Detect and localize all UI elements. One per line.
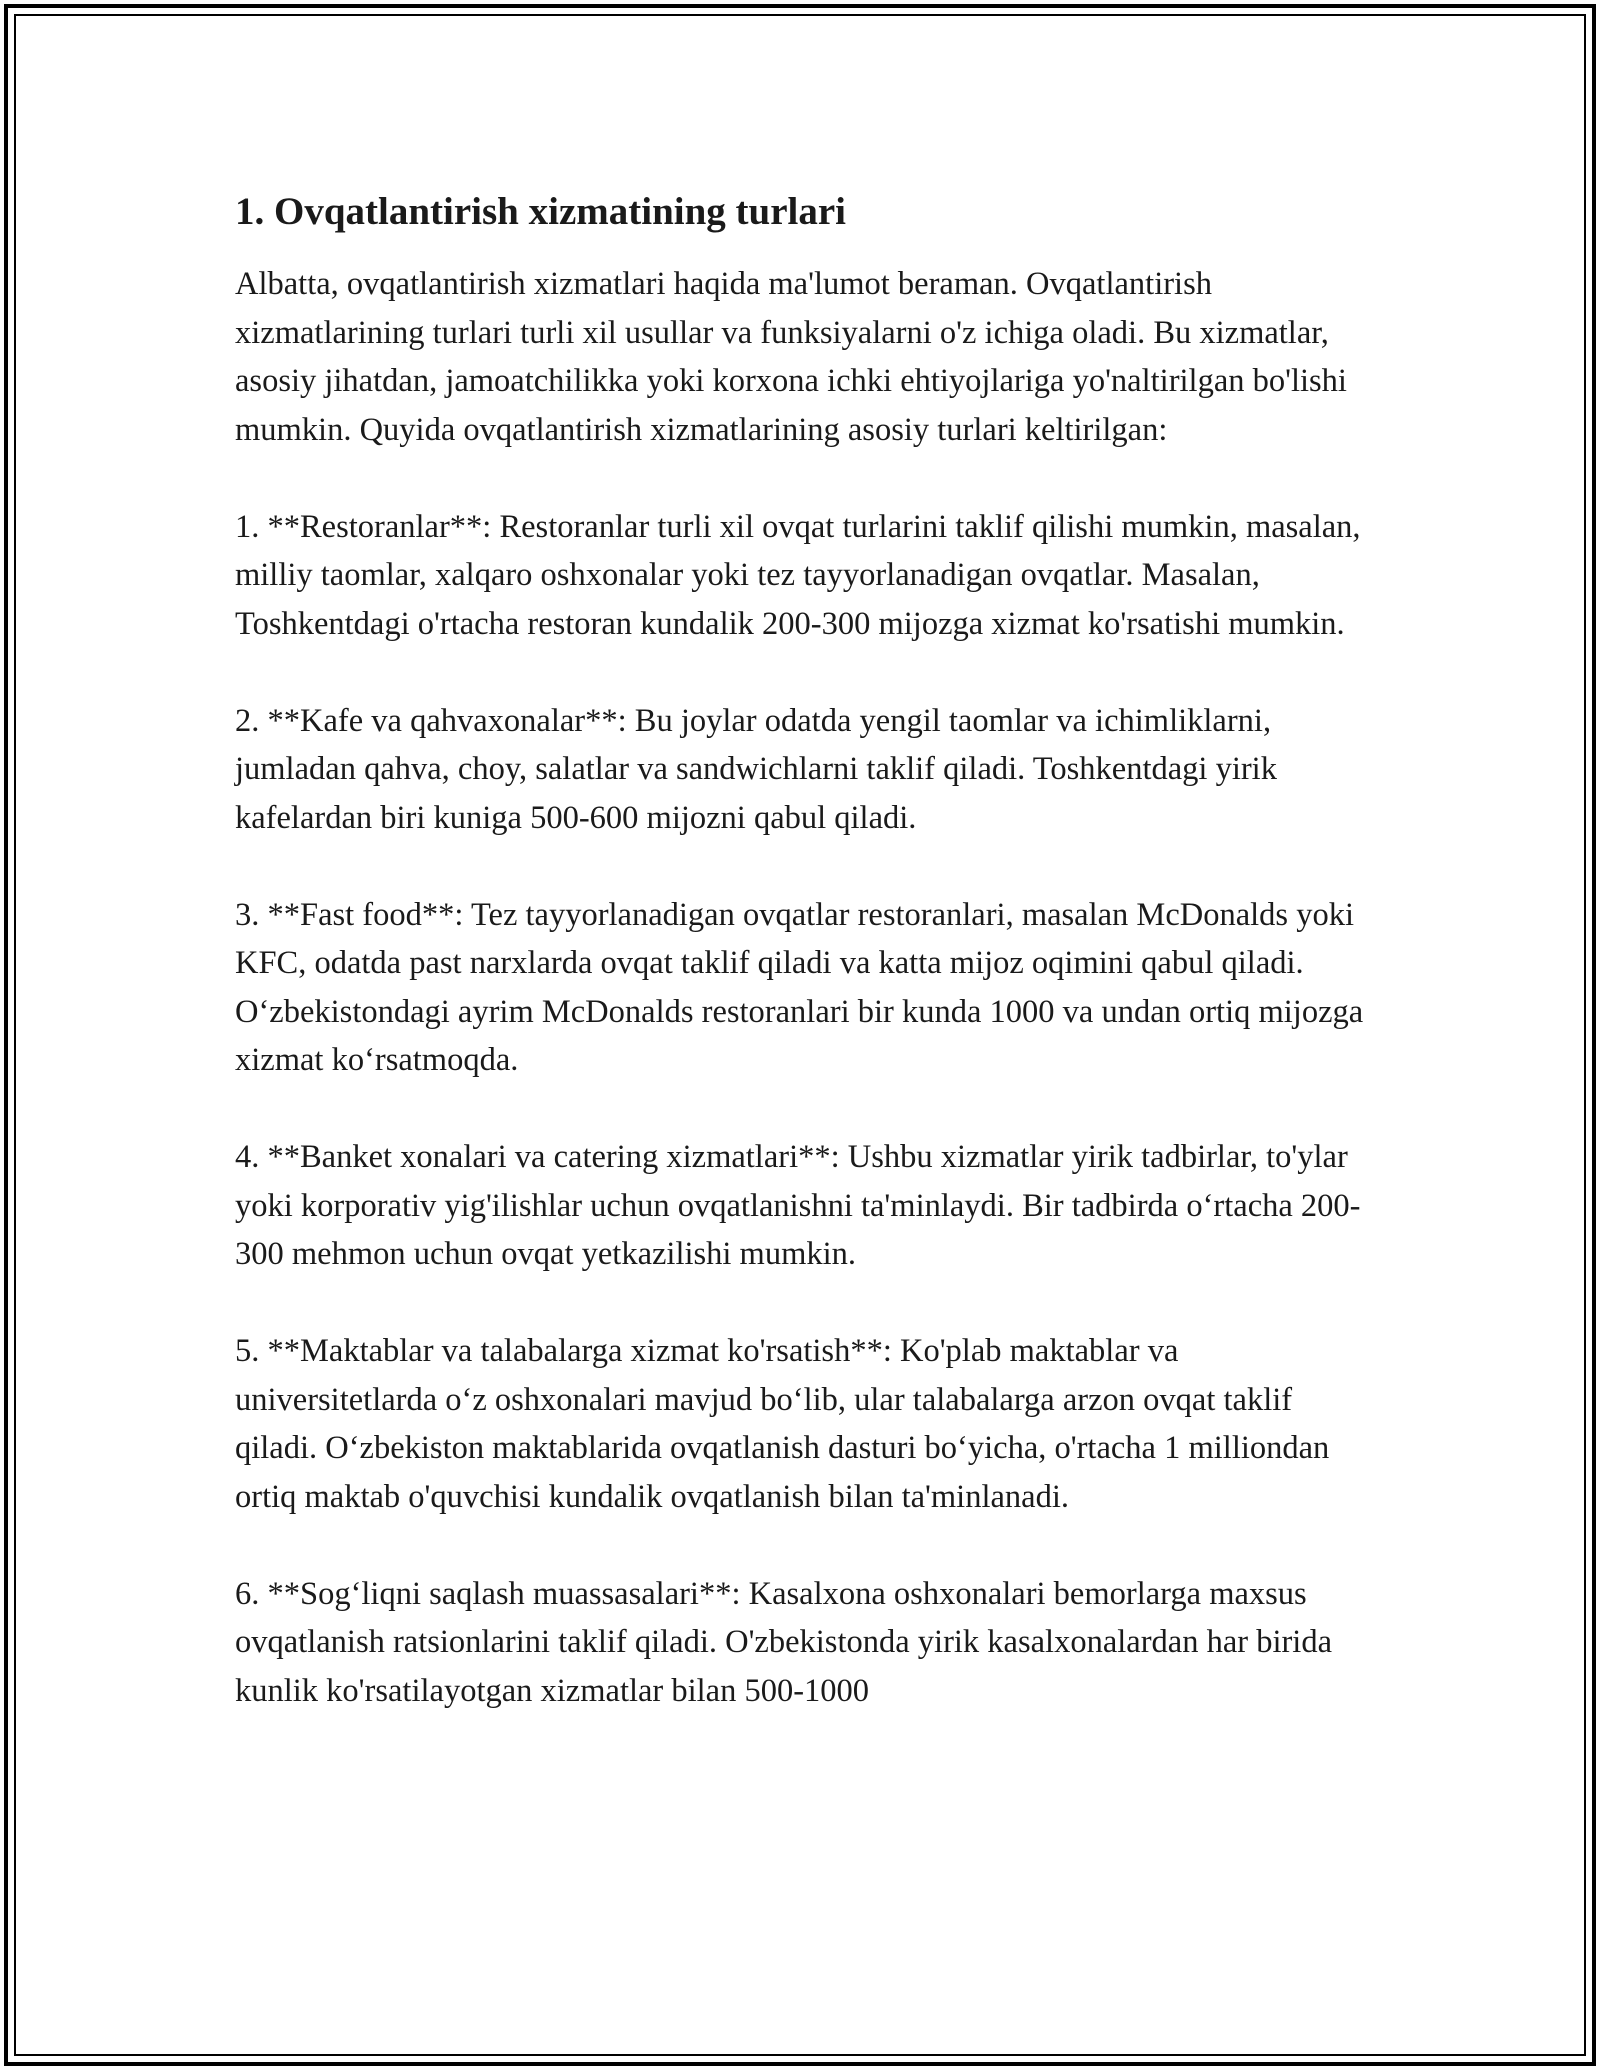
document-title: 1. Ovqatlantirish xizmatining turlari [235,190,847,233]
intro-paragraph: Albatta, ovqatlantirish xizmatlari haqida ma'lumot beraman. Ovqatlantirish xizmatlarining turlari turli xil usullar va funksiyalarni o'z ichiga oladi. Bu xizmatlar, asosiy jihatdan, jamoatchilikka yoki korxona ichki ehtiyojlariga yo'naltirilgan bo'lishi mumkin. Quyida ovqatlantirish xizmatlarining asosiy turlari keltirilgan: [235,266,1347,448]
list-item-restaurants: 1. **Restoranlar**: Restoranlar turli xil ovqat turlarini taklif qilishi mumkin, masalan, milliy taomlar, xalqaro oshxonalar yoki tez tayyorlanadigan ovqatlar. Masalan, Toshkentdagi o'rtacha restoran kundalik 200-300 mijozga xizmat ko'rsatishi mumkin. [235,508,1361,642]
document-body [235,188,1375,1764]
list-item-healthcare: 6. **Sog‘liqni saqlash muassasalari**: Kasalxona oshxonalari bemorlarga maxsus ovqatlanish ratsionlarini taklif qiladi. O'zbekistonda yirik kasalxonalardan har birida kunlik ko'rsatilayotgan xizmatlar bilan 500-1000 [235,1575,1333,1709]
list-item-fast-food: 3. **Fast food**: Tez tayyorlanadigan ovqatlar restoranlari, masalan McDonalds yoki KFC, odatda past narxlarda ovqat taklif qiladi va katta mijoz oqimini qabul qiladi. O‘zbekistondagi ayrim McDonalds restoranlari bir kunda 1000 va undan ortiq mijozga xizmat ko‘rsatmoqda. [235,896,1364,1078]
list-item-banquet-catering: 4. **Banket xonalari va catering xizmatlari**: Ushbu xizmatlar yirik tadbirlar, to'ylar yoki korporativ yig'ilishlar uchun ovqatlanishni ta'minlaydi. Bir tadbirda o‘rtacha 200-300 mehmon uchun ovqat yetkazilishi mumkin. [235,1139,1361,1272]
list-item-cafes: 2. **Kafe va qahvaxonalar**: Bu joylar odatda yengil taomlar va ichimliklarni, jumladan qahva, choy, salatlar va sandwichlarni taklif qiladi. Toshkentdagi yirik kafelardan biri kuniga 500-600 mijozni qabul qiladi. [235,702,1277,836]
list-item-schools: 5. **Maktablar va talabalarga xizmat ko'rsatish**: Ko'plab maktablar va universitetlarda o‘z oshxonalari mavjud bo‘lib, ular talabalarga arzon ovqat taklif qiladi. O‘zbekiston maktablarida ovqatlanish dasturi bo‘yicha, o'rtacha 1 milliondan ortiq maktab o'quvchisi kundalik ovqatlanish bilan ta'minlanadi. [235,1333,1330,1515]
